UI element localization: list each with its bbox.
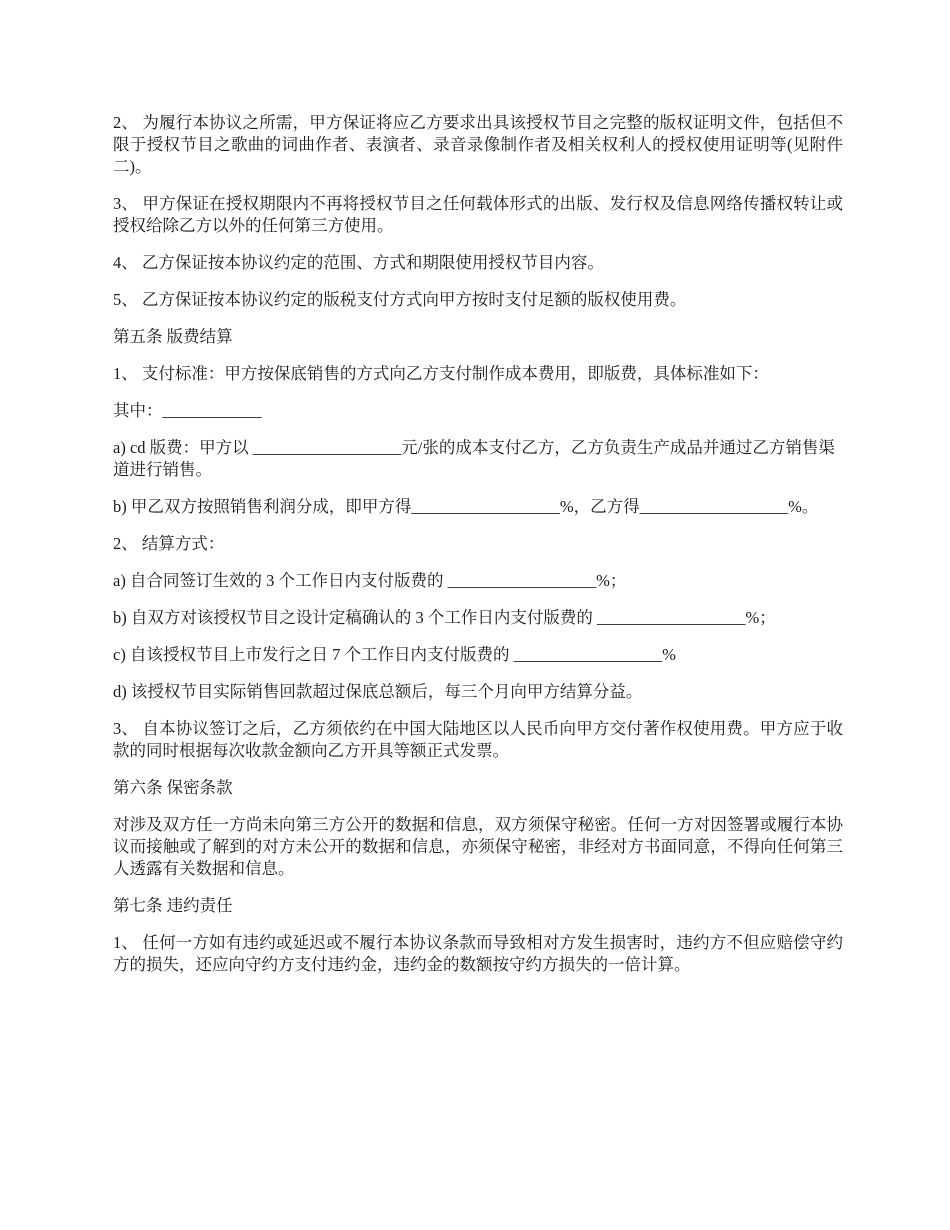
clause-paragraph: 对涉及双方任一方尚未向第三方公开的数据和信息，双方须保守秘密。任何一方对因签署或履行本协议而接触或了解到的对方未公开的数据和信息，亦须保守秘密，非经对方书面同意，不得向任何第三人透露有关数据和信息。: [113, 815, 843, 878]
clause-paragraph: b) 自双方对该授权节目之设计定稿确认的 3 个工作日内支付版费的 __________________%；: [113, 608, 776, 627]
clause-paragraph: 1、 支付标准：甲方按保底销售的方式向乙方支付制作成本费用，即版费，具体标准如下：: [113, 364, 769, 383]
clause-paragraph: 5、 乙方保证按本协议约定的版税支付方式向甲方按时支付足额的版权使用费。: [113, 290, 687, 309]
clause-paragraph: a) cd 版费：甲方以 __________________元/张的成本支付乙方，乙方负责生产成品并通过乙方销售渠道进行销售。: [113, 438, 835, 479]
clause-paragraph: 3、 甲方保证在授权期限内不再将授权节目之任何载体形式的出版、发行权及信息网络传播权转让或授权给除乙方以外的任何第三方使用。: [113, 194, 843, 235]
clause-paragraph: c) 自该授权节目上市发行之日 7 个工作日内支付版费的 __________________%: [113, 645, 676, 664]
clause-paragraph: 1、 任何一方如有违约或延迟或不履行本协议条款而导致相对方发生损害时，违约方不但应赔偿守约方的损失，还应向守约方支付违约金，违约金的数额按守约方损失的一倍计算。: [113, 933, 843, 974]
clause-paragraph: 2、 为履行本协议之所需，甲方保证将应乙方要求出具该授权节目之完整的版权证明文件，包括但不限于授权节目之歌曲的词曲作者、表演者、录音录像制作者及相关权利人的授权使用证明等(见附件二)。: [113, 113, 843, 176]
section-heading: 第五条 版费结算: [113, 327, 233, 346]
clause-paragraph: b) 甲乙双方按照销售利润分成，即甲方得__________________%，乙方得__________________%。: [113, 497, 819, 516]
section-heading: 第六条 保密条款: [113, 778, 233, 797]
section-heading: 第七条 违约责任: [113, 896, 233, 915]
clause-paragraph: a) 自合同签订生效的 3 个工作日内支付版费的 __________________%；: [113, 571, 627, 590]
clause-paragraph: 其中：____________: [113, 401, 262, 420]
clause-paragraph: 2、 结算方式：: [113, 534, 225, 553]
clause-paragraph: 4、 乙方保证按本协议约定的范围、方式和期限使用授权节目内容。: [113, 253, 604, 272]
document-page: [113, 112, 843, 991]
clause-paragraph: 3、 自本协议签订之后，乙方须依约在中国大陆地区以人民币向甲方交付著作权使用费。甲方应于收款的同时根据每次收款金额向乙方开具等额正式发票。: [113, 719, 843, 760]
clause-paragraph: d) 该授权节目实际销售回款超过保底总额后，每三个月向甲方结算分益。: [113, 682, 643, 701]
